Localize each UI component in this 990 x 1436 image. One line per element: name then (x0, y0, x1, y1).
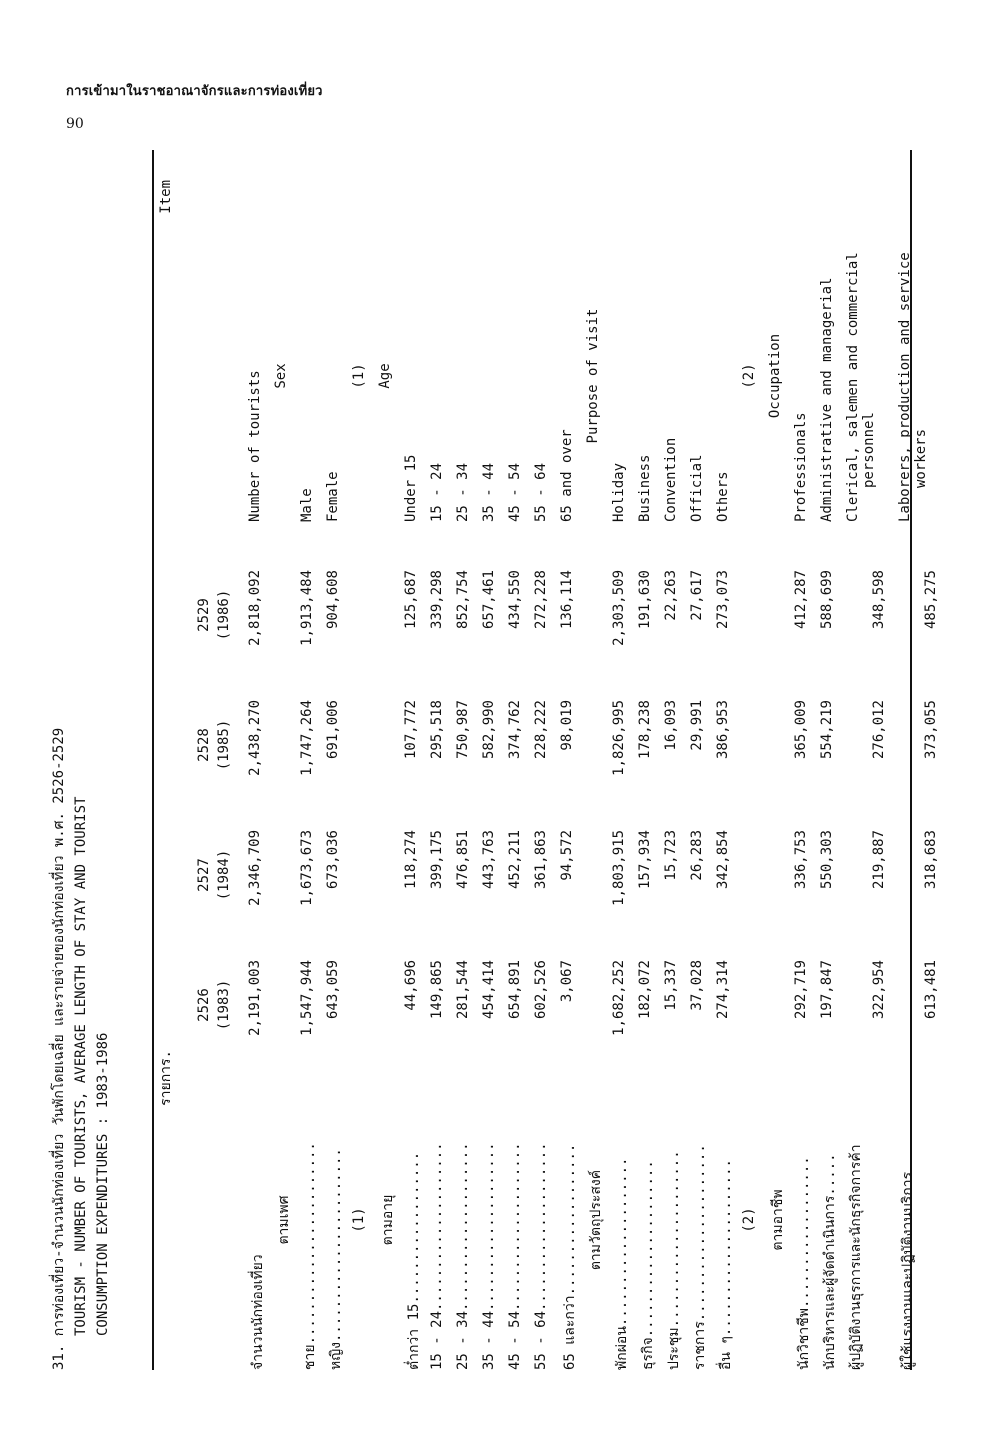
row-label-english (325, 150, 341, 522)
row-label-english (819, 150, 835, 522)
value-cell: 361,863 (533, 830, 549, 890)
value-cell: 691,006 (325, 700, 341, 760)
value-cell: 191,630 (637, 570, 653, 630)
value-cell: 228,222 (533, 700, 549, 760)
table-row (426, 150, 452, 1370)
row-label-thai: พักผ่อน.................... (614, 1157, 630, 1370)
row-label-english-line: Male (299, 488, 315, 522)
row-label-english-line: 35 - 44 (481, 462, 497, 522)
row-label-english (793, 150, 809, 522)
value-cell: 1,673,673 (299, 830, 315, 906)
value-cell: 399,175 (429, 830, 445, 890)
row-label-thai: ประชุม..................... (666, 1150, 682, 1370)
table-row (712, 150, 738, 1370)
row-label-english (533, 150, 549, 522)
value-cell: 443,763 (481, 830, 497, 890)
row-label-english (637, 150, 653, 522)
table-row (634, 150, 660, 1370)
value-cell: 178,238 (637, 700, 653, 760)
value-cell: 554,219 (819, 700, 835, 760)
row-label-thai: ต่ำกว่า 15.................. (406, 1151, 422, 1370)
row-label-thai: นักวิชาชีพ.................. (796, 1156, 812, 1370)
value-cell: 157,934 (637, 830, 653, 890)
value-cell: 365,009 (793, 700, 809, 760)
value-cell: 274,314 (715, 960, 731, 1020)
table-row (530, 150, 556, 1370)
row-label-english-line: Business (637, 454, 653, 522)
value-cell: 22,263 (663, 570, 679, 621)
row-label-thai: 35 - 44.................... (481, 1142, 497, 1370)
value-cell: 373,055 (923, 700, 939, 760)
row-label-english-line: Convention (663, 437, 679, 522)
value-cell: 3,067 (559, 960, 575, 1003)
row-label-english (247, 150, 263, 522)
row-label-english (273, 150, 289, 522)
row-label-thai: (2) (741, 1207, 757, 1233)
column-header-item-thai: รายการ. (158, 1050, 174, 1106)
row-label-thai: 55 - 64.................... (533, 1142, 549, 1370)
value-cell: 386,953 (715, 700, 731, 760)
column-header-year-1983: 2526 (1983) (196, 979, 232, 1031)
row-label-english-continuation: workers (913, 428, 929, 488)
table-body (244, 150, 946, 1370)
row-label-english-line: Under 15 (403, 454, 419, 522)
value-cell: 2,303,509 (611, 570, 627, 646)
value-cell: 2,818,092 (247, 570, 263, 646)
row-label-english-line: Others (715, 471, 731, 522)
row-label-english (351, 150, 367, 522)
caption-english-line-2: CONSUMPTION EXPENDITURES : 1983-1986 (95, 1032, 111, 1336)
row-label-english-line: Official (689, 454, 705, 522)
value-cell: 125,687 (403, 570, 419, 630)
row-label-thai: ชาย........................ (302, 1142, 318, 1370)
value-cell: 613,481 (923, 960, 939, 1020)
row-label-english (767, 150, 783, 522)
value-cell: 412,287 (793, 570, 809, 630)
value-cell: 336,753 (793, 830, 809, 890)
row-label-thai: 15 - 24.................... (429, 1142, 445, 1370)
value-cell: 182,072 (637, 960, 653, 1020)
table-row (608, 150, 634, 1370)
value-cell: 454,414 (481, 960, 497, 1020)
table-row (504, 150, 530, 1370)
value-cell: 2,438,270 (247, 700, 263, 776)
row-label-english-line: Holiday (611, 462, 627, 522)
row-label-thai: ผู้ใช้แรงงานและปฏิบัติงานบริการ (900, 1171, 916, 1370)
value-cell: 2,191,003 (247, 960, 263, 1036)
value-cell: 434,550 (507, 570, 523, 630)
value-cell: 1,913,484 (299, 570, 315, 646)
value-cell: 37,028 (689, 960, 705, 1011)
table-row (322, 150, 348, 1370)
table-row (894, 150, 946, 1370)
value-cell: 107,772 (403, 700, 419, 760)
value-cell: 852,754 (455, 570, 471, 630)
row-label-english (481, 150, 497, 522)
table-number: 31. (51, 1344, 67, 1370)
table-row (660, 150, 686, 1370)
value-cell: 219,887 (871, 830, 887, 890)
value-cell: 149,865 (429, 960, 445, 1020)
row-label-english-line: 55 - 64 (533, 462, 549, 522)
page-number: 90 (66, 116, 84, 132)
column-header-year-1986: 2529 (1986) (196, 589, 232, 641)
row-label-english (559, 150, 575, 522)
row-label-english-line: Female (325, 471, 341, 522)
row-label-english (429, 150, 445, 522)
row-label-english-continuation: personnel (861, 412, 877, 488)
section-heading-row (270, 150, 296, 1370)
value-cell: 643,059 (325, 960, 341, 1020)
caption-thai-line (48, 150, 70, 1370)
row-label-english-line: 15 - 24 (429, 462, 445, 522)
value-cell: 588,699 (819, 570, 835, 630)
row-label-thai: ตามวัตถุประสงค์ (588, 1169, 604, 1271)
value-cell: 26,283 (689, 830, 705, 881)
value-cell: 673,036 (325, 830, 341, 890)
row-label-thai: ตามอายุ (380, 1194, 396, 1246)
row-label-english-line: Clerical, salemen and commercial (845, 252, 861, 522)
value-cell: 94,572 (559, 830, 575, 881)
table-row (452, 150, 478, 1370)
row-label-english (663, 150, 679, 522)
value-cell: 16,093 (663, 700, 679, 751)
value-cell: 654,891 (507, 960, 523, 1020)
table-row (244, 150, 270, 1370)
row-label-thai: ตามเพศ (276, 1195, 292, 1245)
row-label-english (845, 150, 877, 522)
table-row (400, 150, 426, 1370)
row-label-english-line: Sex (273, 363, 289, 389)
row-label-english (741, 150, 757, 522)
row-label-english (897, 150, 929, 522)
row-label-english-line: Administrative and managerial (819, 277, 835, 522)
row-label-thai: ธุรกิจ..................... (640, 1160, 656, 1370)
row-label-english (585, 150, 601, 522)
running-head: การเข้ามาในราชอาณาจักรและการท่องเที่ยว (66, 84, 323, 99)
row-label-thai: ผู้ปฏิบัติงานธุรการและนักธุรกิจการค้า (848, 1144, 864, 1370)
value-cell: 582,990 (481, 700, 497, 760)
value-cell: 657,461 (481, 570, 497, 630)
row-label-thai: 45 - 54.................... (507, 1142, 523, 1370)
value-cell: 318,683 (923, 830, 939, 890)
value-cell: 602,526 (533, 960, 549, 1020)
value-cell: 1,826,995 (611, 700, 627, 776)
value-cell: 374,762 (507, 700, 523, 760)
section-heading-row (374, 150, 400, 1370)
value-cell: 750,987 (455, 700, 471, 760)
row-label-thai: 25 - 34.................... (455, 1142, 471, 1370)
value-cell: 136,114 (559, 570, 575, 630)
value-cell: 904,608 (325, 570, 341, 630)
section-heading-row (348, 150, 374, 1370)
value-cell: 44,696 (403, 960, 419, 1011)
rotated-table-page (48, 150, 939, 1370)
section-heading-row (582, 150, 608, 1370)
row-label-english-line: Professionals (793, 412, 809, 522)
value-cell: 1,803,915 (611, 830, 627, 906)
value-cell: 348,598 (871, 570, 887, 630)
row-label-thai: จำนวนนักท่องเที่ยว (250, 1254, 266, 1370)
value-cell: 1,747,264 (299, 700, 315, 776)
row-label-thai: 65 และกว่า.................. (562, 1143, 578, 1370)
row-label-english-line: (2) (741, 363, 757, 389)
row-label-thai: ราชการ..................... (692, 1144, 708, 1370)
value-cell: 339,298 (429, 570, 445, 630)
value-cell: 276,012 (871, 700, 887, 760)
caption-english-line-1: TOURISM - NUMBER OF TOURISTS, AVERAGE LENGTH OF STAY AND TOURIST (73, 796, 89, 1336)
value-cell: 1,547,944 (299, 960, 315, 1036)
row-label-english (403, 150, 419, 522)
value-cell: 272,228 (533, 570, 549, 630)
value-cell: 292,719 (793, 960, 809, 1020)
value-cell: 295,518 (429, 700, 445, 760)
row-label-english-line: 65 and over (559, 429, 575, 522)
column-header-year-1985: 2528 (1985) (196, 719, 232, 771)
value-cell: 273,073 (715, 570, 731, 630)
column-header-item-english: Item (158, 180, 174, 214)
row-label-english-line: (1) (351, 363, 367, 389)
row-label-english-line: Laborers, production and service (897, 252, 913, 522)
value-cell: 550,303 (819, 830, 835, 890)
section-heading-row (738, 150, 764, 1370)
row-label-english-line: Number of tourists (247, 370, 263, 522)
value-cell: 281,544 (455, 960, 471, 1020)
row-label-thai: ตามอาชีพ (770, 1189, 786, 1251)
value-cell: 342,854 (715, 830, 731, 890)
value-cell: 485,275 (923, 570, 939, 630)
table-row (478, 150, 504, 1370)
value-cell: 15,723 (663, 830, 679, 881)
value-cell: 1,682,252 (611, 960, 627, 1036)
table-row (556, 150, 582, 1370)
value-cell: 29,991 (689, 700, 705, 751)
value-cell: 27,617 (689, 570, 705, 621)
row-label-english-line: 25 - 34 (455, 462, 471, 522)
row-label-english (377, 150, 393, 522)
table-row (686, 150, 712, 1370)
table-caption (48, 150, 114, 1370)
value-cell: 98,019 (559, 700, 575, 751)
row-label-thai: หญิง....................... (328, 1148, 344, 1370)
row-label-english (507, 150, 523, 522)
row-label-english (455, 150, 471, 522)
table-row (842, 150, 894, 1370)
row-label-english-line: Occupation (767, 333, 783, 419)
value-cell: 476,851 (455, 830, 471, 890)
column-header-year-1984: 2527 (1984) (196, 849, 232, 901)
row-label-thai: (1) (351, 1207, 367, 1233)
section-heading-row (764, 150, 790, 1370)
value-cell: 452,211 (507, 830, 523, 890)
row-label-english (689, 150, 705, 522)
value-cell: 197,847 (819, 960, 835, 1020)
row-label-thai: นักบริหารและผู้จัดดำเนินการ..... (822, 1153, 838, 1370)
value-cell: 15,337 (663, 960, 679, 1011)
row-label-english (611, 150, 627, 522)
row-label-english (299, 150, 315, 522)
table-bottom-rule (910, 150, 912, 1370)
table-row (296, 150, 322, 1370)
value-cell: 2,346,709 (247, 830, 263, 906)
table-top-rule (152, 150, 154, 1370)
row-label-english (715, 150, 731, 522)
table-row (816, 150, 842, 1370)
row-label-english-line: 45 - 54 (507, 462, 523, 522)
row-label-thai: อื่น ๆ..................... (718, 1159, 734, 1370)
value-cell: 322,954 (871, 960, 887, 1020)
caption-thai: การท่องเที่ยว-จำนวนนักท่องเที่ยว วันพักโดยเฉลี่ย และรายจ่ายของนักท่องเที่ยว พ.ศ. 2526-2529 (51, 727, 67, 1337)
row-label-english-line: Age (377, 363, 393, 389)
table-row (790, 150, 816, 1370)
row-label-english-line: Purpose of visit (585, 308, 601, 444)
value-cell: 118,274 (403, 830, 419, 890)
